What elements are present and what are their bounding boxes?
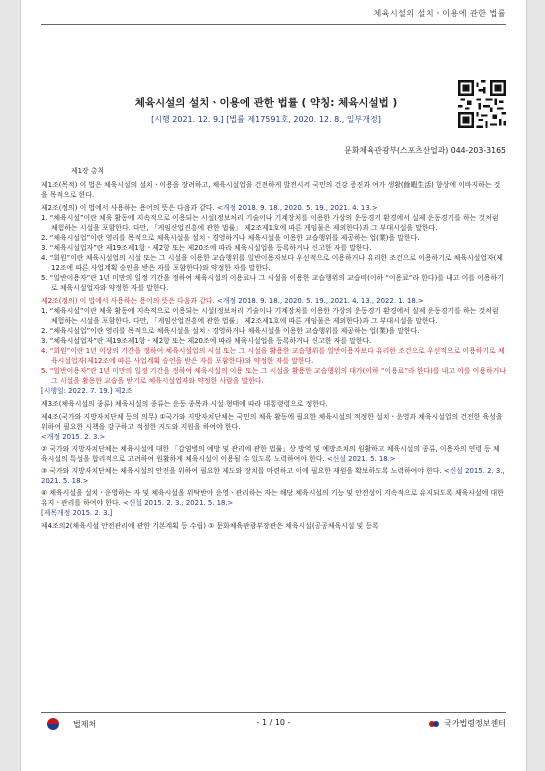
article-2-item-3: 3. “체육시설업자”란 제19조제1항ㆍ제2항 또는 제20조에 따라 체육시설업을 등록하거나 신고한 자를 말한다.	[41, 244, 372, 252]
footer-left-label: 법제처	[73, 719, 97, 729]
chapter-heading: 제1장 총칙	[71, 167, 105, 175]
document-page	[20, 0, 527, 771]
title-block	[101, 95, 431, 125]
amendment-note: <개정 2018. 9. 18., 2020. 5. 19., 2021. 4. 13., 2022. 1. 18.>	[216, 297, 424, 305]
footer-right-label: 국가법령정보센터	[444, 719, 506, 728]
amendment-note: <개정 2018. 9. 18., 2020. 5. 19., 2021. 4. 13.>	[216, 204, 378, 212]
ministry-contact: 문화체육관광부(스포츠산업과) 044-203-3165	[344, 146, 506, 155]
article-2-item-5: 5. “일반이용자”란 1년 미만의 일정 기간을 정하여 체육시설의 이용료나 그 시설을 이용한 교습행위의 교습비(이하 “이용료”라 한다)를 내고 이를 이용하기로 체육시설업자와 약정한 자를 말한다.	[41, 274, 504, 292]
footer-right	[429, 718, 506, 729]
article-2	[41, 203, 506, 213]
law-info-center-logo-icon	[429, 719, 439, 729]
article-2-item-1: 1. “체육시설”이란 체육 활동에 지속적으로 이용되는 시설(정보처리 기술이나 기계장치를 이용한 가상의 운동경기 환경에서 실제 운동경기를 하는 것처럼 체험하는 시설을 포함한다. 다만, 「게임산업진흥에 관한 법률」 제2조제1호에 따른 게임물은 제외한다)과 그 부대시설을 말한다.	[41, 214, 499, 232]
article-2-revised-item-5: 5. “일반이용자”란 1년 미만의 일정 기간을 정하여 체육시설의 이용 또는 그 시설을 활용한 교습행위의 대가(이하 “이용료”라 한다)를 내고 이를 이용하거나 그 시설을 활용한 교습을 받기로 체육시설업자와 약정한 사람을 말한다.	[41, 367, 506, 385]
article-4-para-3: ③ 국가와 지방자치단체는 체육시설의 안전을 위하여 필요한 제도와 장치를 마련하고 이에 필요한 재원을 확보하도록 노력하여야 한다. <신설 2015. 2. 3., 2021. 5. 18.>	[41, 467, 505, 485]
footer-divider	[41, 712, 506, 713]
article-2-revised-item-1: 1. “체육시설”이란 체육 활동에 지속적으로 이용되는 시설(정보처리 기술이나 기계장치를 이용한 가상의 운동경기 환경에서 실제 운동경기를 하는 것처럼 체험하는 시설을 포함한다. 다만, 「게임산업진흥에 관한 법률」 제2조제1호에 따른 게임물은 제외한다)과 그 부대시설을 말한다.	[41, 307, 499, 325]
amendment-note: <개정 2015. 2. 3.>	[41, 433, 106, 441]
article-4-para-2: ② 국가와 지방자치단체는 체육시설에 대한 「감염병의 예방 및 관리에 관한 법률」상 방역 및 예방조치의 원활하고 체육시설의 종류, 이용자의 연령 등 체육시설의 특성을 합리적으로 고려하여 원활하게 체육시설이 이용될 수 있도록 노력하여야 한다. <신설 2021. 5. 18.>	[41, 445, 500, 463]
article-3: 제3조(체육시설의 종류) 체육시설의 종류는 운동 종목과 시설 형태에 따라 대통령령으로 정한다.	[41, 400, 328, 408]
header-divider	[41, 24, 506, 25]
article-2-revised-item-3: 3. “체육시설업자”란 제19조제1항ㆍ제2항 또는 제20조에 따라 체육시설업을 등록하거나 신고한 자를 말한다.	[41, 337, 372, 345]
article-2-revised-item-2: 2. “체육시설업”이란 영리를 목적으로 체육시설을 설치ㆍ경영하거나 체육시설을 이용한 교습행위를 제공하는 업(業)을 말한다.	[41, 327, 420, 335]
article-4: 제4조(국가와 지방자치단체 등의 의무) ①국가와 지방자치단체는 국민의 체육 활동에 필요한 체육시설의 적정한 설치ㆍ운영과 체육시설업의 건전한 육성을 위하여 필요한 시책을 강구하고 적절한 지도와 지원을 하여야 한다.	[41, 413, 503, 431]
article-4-2: 제4조의2(체육시설 안전관리에 관한 기본계획 등 수립) ① 문화체육관광부장관은 체육시설(공공체육시설 및 등록	[41, 522, 379, 530]
document-title: 체육시설의 설치ㆍ이용에 관한 법률 ( 약칭: 체육시설법 )	[134, 97, 398, 109]
article-2-item-2: 2. “체육시설업”이란 영리를 목적으로 체육시설을 설치ㆍ경영하거나 체육시설을 이용한 교습행위를 제공하는 업(業)을 말한다.	[41, 234, 420, 242]
running-header: 체육시설의 설치ㆍ이용에 관한 법률	[373, 9, 506, 18]
article-2-heading: 제2조(정의) 이 법에서 사용하는 용어의 뜻은 다음과 같다.	[41, 204, 215, 212]
page-number: - 1 / 10 -	[256, 718, 291, 727]
title-amendment-note: [제목개정 2015. 2. 3.]	[41, 509, 113, 517]
article-2-revised-item-4: 4. “회원”이란 1년 이상의 기간을 정하여 체육시설업의 시설 또는 그 시설을 활용한 교습행위를 일반이용자보다 유리한 조건으로 우선적으로 이용하기로 체육시설업자(제12조에 따른 사업계획 승인을 받은 자를 포함한다)와 약정한 자를 말한다.	[41, 347, 505, 365]
article-4-para-4: ④ 체육시설을 설치ㆍ운영하는 자 및 체육시설을 위탁받아 운영ㆍ관리하는 자는 해당 체육시설의 기능 및 안전성이 지속적으로 유지되도록 체육시설에 대한 유지ㆍ관리를 하여야 한다. <신설 2015. 2. 3., 2021. 5. 18.>	[41, 489, 504, 507]
article-2-revised-heading: 제2조(정의) 이 법에서 사용하는 용어의 뜻은 다음과 같다.	[41, 297, 215, 305]
article-2-item-4: 4. “회원”이란 체육시설업의 시설 또는 그 시설을 이용한 교습행위를 일반이용자보다 우선적으로 이용하거나 유리한 조건으로 이용하기로 체육시설업자(제12조에 따른 사업계획 승인을 받은 자를 포함한다)와 약정한 자를 말한다.	[41, 254, 503, 272]
document-subtitle: [시행 2021. 12. 9.] [법률 제17591호, 2020. 12. 8., 일부개정]	[151, 115, 381, 124]
law-body	[41, 166, 506, 531]
article-2-revised	[41, 296, 506, 306]
article-1: 제1조(목적) 이 법은 체육시설의 설치ㆍ이용을 장려하고, 체육시설업을 건전하게 발전시켜 국민의 건강 증진과 여가 생활(餘暇生活) 향상에 이바지하는 것을 목적으로 한다.	[41, 181, 501, 199]
effective-date-note: [시행일: 2022. 7. 19.] 제2조	[41, 387, 133, 395]
qr-code-icon	[458, 80, 506, 128]
